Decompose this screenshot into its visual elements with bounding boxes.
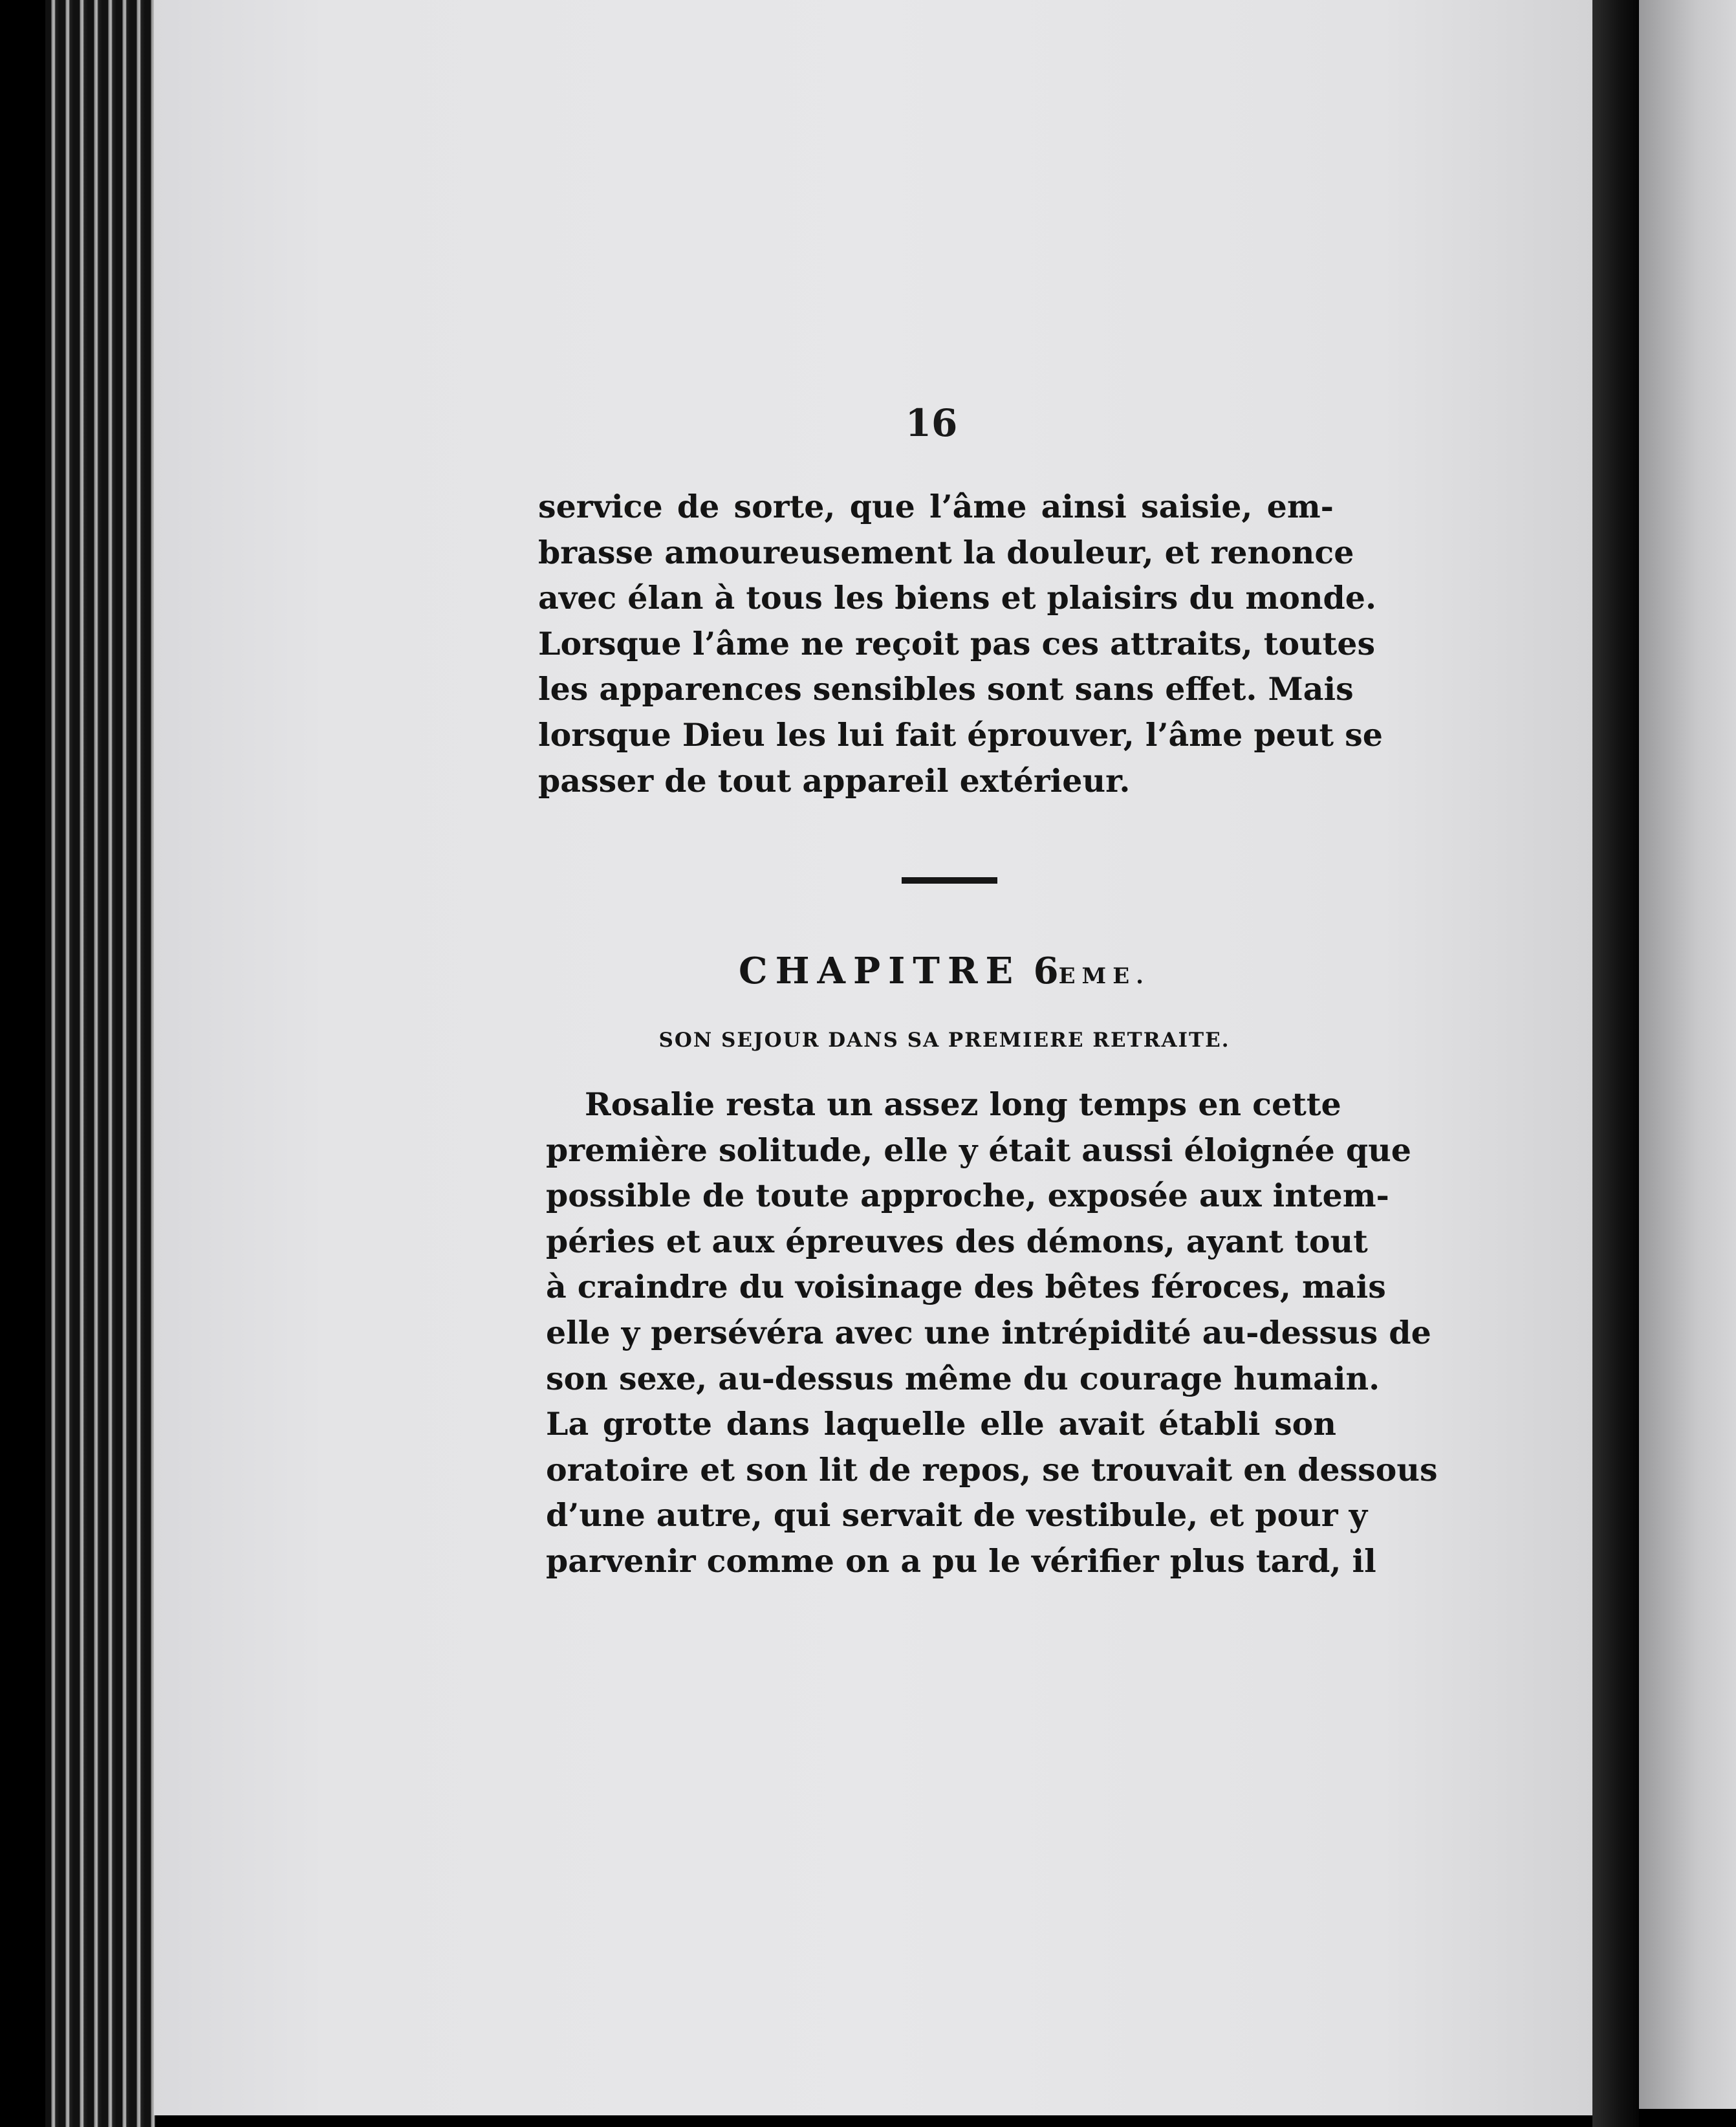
text-line: d’une autre, qui servait de vestibule, et pour y: [546, 1496, 1368, 1534]
book-binding-gutter: [1592, 0, 1639, 2127]
chapter-title: [660, 950, 1229, 992]
chapter-title-word: CHAPITRE: [739, 950, 1021, 992]
text-line: Lorsque l’âme ne reçoit pas ces attraits, toutes: [538, 624, 1376, 662]
text-line: les apparences sensibles sont sans effet. Mais: [538, 670, 1354, 708]
stacked-page-edges: [45, 0, 155, 2127]
text-line: à craindre du voisinage des bêtes féroces, mais: [546, 1268, 1386, 1306]
text-line: avec élan à tous les biens et plaisirs du monde.: [538, 579, 1377, 617]
text-line: son sexe, au-dessus même du courage humain.: [546, 1359, 1380, 1397]
text-line: elle y persévéra avec une intrépidité au-dessus de: [546, 1313, 1431, 1351]
adjacent-page-edge: [1639, 0, 1736, 2109]
text-line: passer de tout appareil extérieur.: [538, 761, 1131, 800]
chapter-subtitle: SON SEJOUR DANS SA PREMIERE RETRAITE.: [658, 1029, 1230, 1052]
text-line: lorsque Dieu les lui fait éprouver, l’âme peut se: [538, 715, 1383, 754]
paragraph-2: [546, 1082, 1438, 1584]
text-line: péries et aux épreuves des démons, ayant tout: [546, 1222, 1368, 1260]
text-line: oratoire et son lit de repos, se trouvait en dessous: [546, 1450, 1438, 1489]
text-line: brasse amoureusement la douleur, et renonce: [538, 533, 1354, 571]
paragraph-1: [538, 484, 1383, 803]
book-page: [154, 0, 1596, 2115]
chapter-title-number: 6: [1033, 950, 1059, 992]
text-line: service de sorte, que l’âme ainsi saisie, em-: [538, 488, 1334, 525]
text-line: possible de toute approche, exposée aux intem-: [546, 1177, 1389, 1215]
text-line: La grotte dans laquelle elle avait établi son: [546, 1405, 1336, 1443]
text-line: parvenir comme on a pu le vérifier plus tard, il: [546, 1542, 1376, 1580]
text-line: première solitude, elle y était aussi éloignée que: [546, 1131, 1411, 1169]
text-line: Rosalie resta un assez long temps en cette: [585, 1085, 1341, 1123]
page-number: 16: [905, 401, 958, 445]
section-divider-rule: [902, 877, 997, 884]
chapter-title-suffix: EME.: [1058, 963, 1150, 989]
